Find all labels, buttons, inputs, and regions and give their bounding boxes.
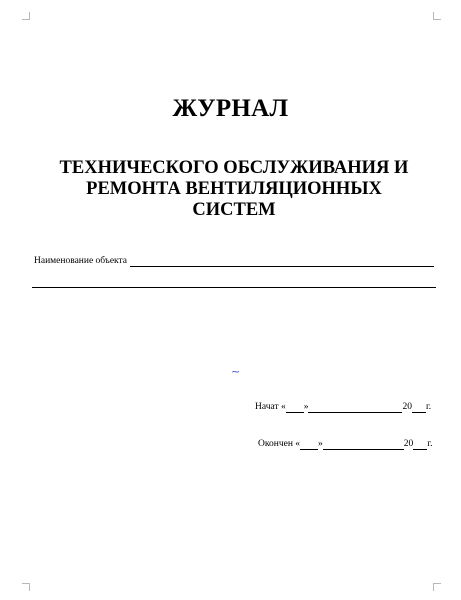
finished-century: 20 — [403, 439, 414, 449]
subtitle-line-3: СИСТЕМ — [192, 200, 276, 220]
started-quote-close: » — [303, 402, 309, 412]
finished-label: Окончен « — [258, 439, 301, 449]
started-label: Начат « — [255, 402, 286, 412]
corner-mark-bottom-left — [22, 583, 30, 591]
object-name-row — [34, 253, 434, 267]
started-day-field[interactable] — [286, 403, 304, 413]
finished-year-suffix: г. — [427, 439, 433, 449]
finished-day-field[interactable] — [300, 440, 318, 450]
finished-month-field[interactable] — [323, 440, 404, 450]
started-date-row — [255, 400, 431, 413]
finished-date-row — [258, 437, 432, 450]
corner-mark-top-left — [22, 12, 30, 20]
started-century: 20 — [402, 402, 412, 412]
text-cursor-icon: ~ — [231, 365, 241, 378]
journal-title: ЖУРНАЛ — [172, 95, 289, 122]
subtitle-line-1: ТЕХНИЧЕСКОГО ОБСЛУЖИВАНИЯ И — [59, 158, 409, 178]
finished-quote-close: » — [318, 439, 323, 449]
corner-mark-bottom-right — [433, 583, 441, 591]
subtitle-line-2: РЕМОНТА ВЕНТИЛЯЦИОННЫХ — [86, 179, 382, 199]
object-name-field-second-line[interactable] — [32, 287, 436, 288]
started-year-suffix: г. — [425, 402, 432, 412]
finished-year-field[interactable] — [413, 440, 427, 450]
started-month-field[interactable] — [308, 403, 402, 413]
started-year-field[interactable] — [412, 403, 426, 413]
object-name-field[interactable] — [130, 257, 434, 267]
journal-subtitle — [40, 158, 428, 221]
object-name-label: Наименование объекта — [34, 256, 128, 266]
corner-mark-top-right — [433, 12, 441, 20]
